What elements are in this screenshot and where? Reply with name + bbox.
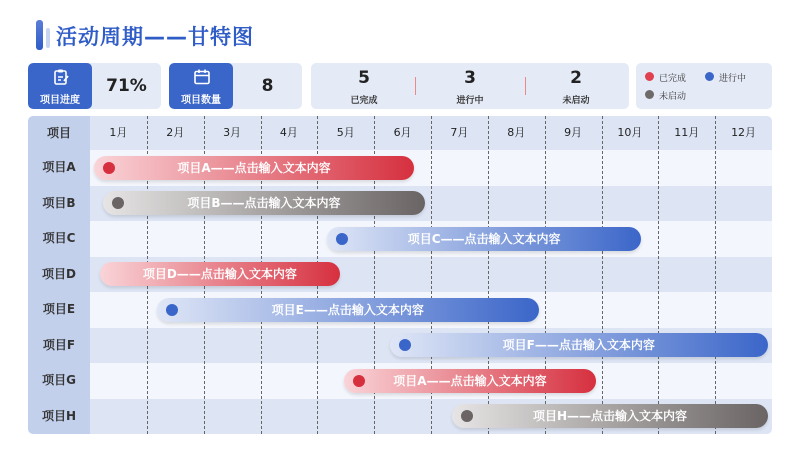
- project-name: 项目C: [42, 231, 76, 245]
- project-name: 项目D: [42, 266, 76, 281]
- gantt-bar[interactable]: [103, 191, 426, 215]
- month-label: 4月: [279, 126, 298, 139]
- bar-label: 项目E——点击输入文本内容: [271, 302, 424, 317]
- stat-card-progress: [28, 63, 161, 109]
- title-accent-bar-light: [46, 28, 50, 48]
- project-name: 项目F: [42, 337, 76, 352]
- summary-divider: [415, 77, 416, 95]
- month-label: 10月: [617, 126, 643, 139]
- legend-label-not-started: 未启动: [659, 92, 687, 102]
- legend-dot-in-progress: [705, 72, 714, 81]
- status-summary: [311, 63, 629, 109]
- summary-completed: [311, 63, 417, 109]
- gantt-bar[interactable]: [157, 298, 539, 322]
- title-accent-bar: [36, 20, 43, 50]
- stat-label-progress: 项目进度: [40, 95, 80, 106]
- bar-label: 项目B——点击输入文本内容: [187, 196, 341, 211]
- bar-label: 项目D——点击输入文本内容: [142, 267, 297, 282]
- project-name: 项目B: [42, 195, 76, 210]
- project-column-header: 项目: [46, 126, 71, 140]
- project-name: 项目H: [41, 408, 77, 423]
- page-title: 活动周期——甘特图: [56, 25, 254, 49]
- bar-label: 项目A——点击输入文本内容: [177, 160, 331, 175]
- summary-completed-label: 已完成: [350, 96, 378, 106]
- summary-in-progress-count: 3: [464, 68, 476, 88]
- month-label: 6月: [393, 126, 412, 139]
- summary-completed-count: 5: [358, 68, 370, 88]
- month-label: 7月: [450, 126, 469, 139]
- stat-head-progress: [28, 63, 92, 109]
- legend-dot-completed: [645, 72, 654, 81]
- project-name-column: [28, 116, 90, 434]
- bar-label: 项目F——点击输入文本内容: [502, 338, 655, 353]
- bar-label: 项目H——点击输入文本内容: [532, 409, 688, 424]
- legend-label-in-progress: 进行中: [719, 74, 747, 84]
- project-name: 项目G: [42, 373, 76, 387]
- month-gridline: [658, 116, 659, 434]
- month-label: 1月: [109, 126, 128, 139]
- gantt-bar[interactable]: [452, 404, 768, 428]
- month-label: 3月: [223, 126, 242, 139]
- bar-label: 项目A——点击输入文本内容: [393, 373, 547, 388]
- legend-dot-not-started: [645, 90, 654, 99]
- bar-label: 项目C——点击输入文本内容: [407, 231, 561, 246]
- summary-not-started-label: 未启动: [562, 96, 590, 106]
- stat-value-count: 8: [261, 76, 274, 96]
- project-name: 项目E: [42, 302, 76, 316]
- month-gridline: [602, 116, 603, 434]
- month-label: 11月: [674, 126, 700, 139]
- summary-in-progress-label: 进行中: [456, 96, 484, 106]
- summary-not-started-count: 2: [570, 68, 582, 88]
- gantt-bar[interactable]: [100, 262, 340, 286]
- month-label: 9月: [564, 126, 583, 139]
- gantt-chart: [28, 116, 772, 434]
- summary-in-progress: [417, 63, 523, 109]
- stat-head-count: [169, 63, 233, 109]
- gantt-bar[interactable]: [344, 369, 596, 393]
- month-label: 5月: [336, 126, 355, 139]
- gantt-bar[interactable]: [94, 156, 414, 180]
- summary-not-started: [523, 63, 629, 109]
- clipboard-edit-icon: [52, 68, 70, 86]
- month-label: 2月: [166, 126, 185, 139]
- legend: [636, 63, 772, 109]
- month-label: 12月: [731, 126, 757, 139]
- stat-label-count: 项目数量: [181, 95, 221, 106]
- month-label: 8月: [507, 126, 526, 139]
- gantt-bar[interactable]: [327, 227, 641, 251]
- month-gridline: [715, 116, 716, 434]
- stat-value-progress: 71%: [106, 76, 147, 96]
- calendar-icon: [193, 68, 211, 86]
- project-name: 项目A: [42, 160, 76, 174]
- gantt-bar[interactable]: [390, 333, 768, 357]
- stat-card-count: [169, 63, 302, 109]
- legend-label-completed: 已完成: [659, 74, 687, 84]
